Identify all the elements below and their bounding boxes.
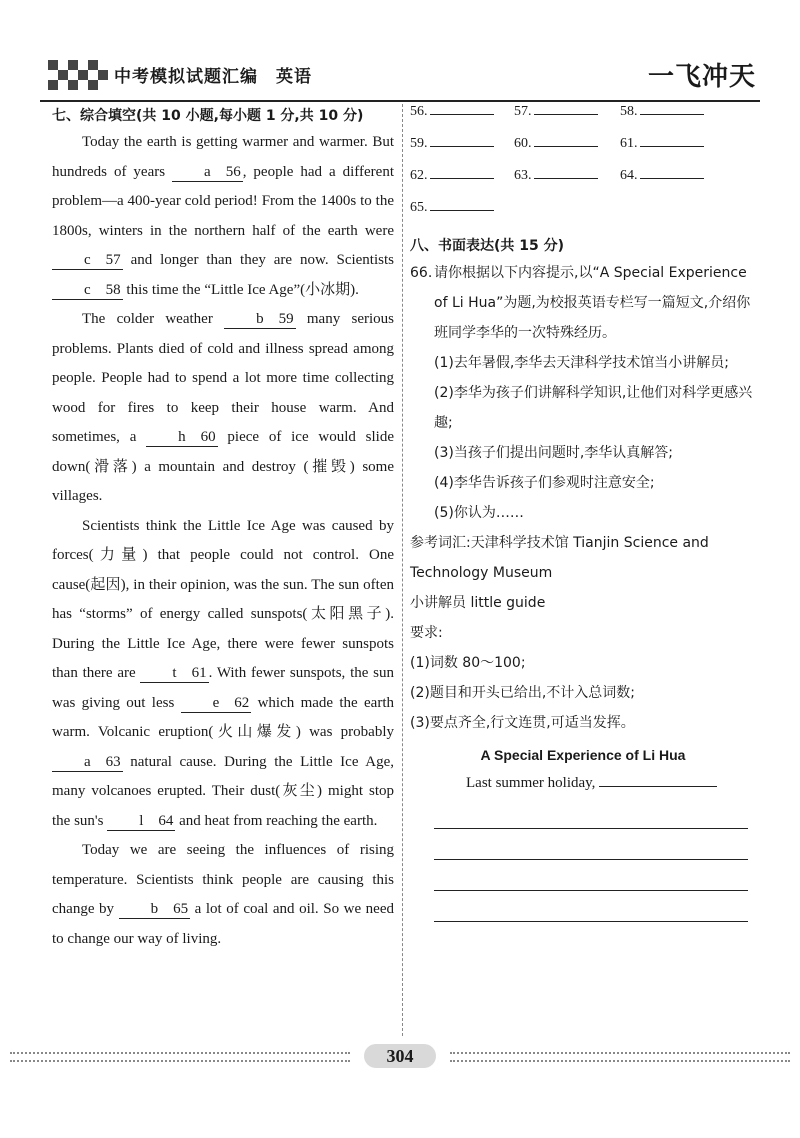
point-4: (4)李华告诉孩子们参观时注意安全;	[434, 475, 655, 491]
requirement-3: (3)要点齐全,行文连贯,可适当发挥。	[410, 715, 635, 731]
text: The colder weather	[82, 311, 225, 327]
text: Today the earth is getting warmer and warmer. But hundreds of years	[52, 134, 394, 180]
text: many serious problems. Plants died of cold and illness spread among people. People had to spend a lot more time collecting wood for fires to keep their house warm. And sometimes, a	[52, 311, 394, 445]
answer-number: 65.	[410, 200, 428, 215]
text: piece of ice would slide down(滑落) a mountain and destroy (摧毁) some villages.	[52, 429, 395, 504]
blank-63: a 63	[52, 753, 123, 772]
answer-slot-56[interactable]	[410, 104, 494, 120]
book-title: 中考模拟试题汇编 英语	[114, 67, 312, 87]
point-1: (1)去年暑假,李华去天津科学技术馆当小讲解员;	[434, 355, 729, 371]
text: a lot of coal and oil. So we need to change our way of living.	[52, 901, 394, 947]
text: natural cause. During the Little Ice Age, many volcanoes erupted. Their dust(灰尘) might stop the sun's	[52, 753, 394, 829]
text: Scientists think the Little Ice Age was caused by forces(力量) that people could not control. One cause(起因), in their opinion, was the sun. The sun often has “storms” of energy called sunspots(太阳黑子). During the Little Ice Age, there were fewer sunspots than there are	[52, 517, 394, 681]
passage-paragraph-1	[52, 128, 394, 305]
writing-line-1[interactable]	[434, 798, 748, 829]
requirements-title: 要求:	[410, 625, 443, 641]
answer-line	[430, 113, 494, 115]
essay-start-text: Last summer holiday,	[466, 775, 596, 791]
answer-number: 59.	[410, 136, 428, 151]
vocab-hint: 参考词汇:天津科学技术馆 Tianjin Science and Technology Museum	[410, 535, 709, 581]
answer-slot-57[interactable]	[514, 104, 598, 120]
answer-number: 58.	[620, 104, 638, 119]
passage-paragraph-3	[52, 512, 394, 837]
answer-number: 56.	[410, 104, 428, 119]
blank-62: e 62	[181, 694, 252, 713]
answer-slot-64[interactable]	[620, 168, 704, 184]
answer-line	[430, 177, 494, 179]
passage-paragraph-2	[52, 305, 394, 512]
blank-60: h 60	[146, 428, 218, 447]
blank-61: t 61	[140, 664, 208, 683]
page-number: 304	[364, 1044, 436, 1068]
text: and longer than they are now. Scientists	[122, 252, 394, 268]
answer-number: 57.	[514, 104, 532, 119]
answer-number: 63.	[514, 168, 532, 183]
question-66	[410, 258, 756, 348]
answer-number: 61.	[620, 136, 638, 151]
answer-slot-58[interactable]	[620, 104, 704, 120]
blank-56: a 56	[172, 163, 243, 182]
answer-line	[534, 113, 598, 115]
vocab-hint-2: 小讲解员 little guide	[410, 595, 546, 611]
requirement-2: (2)题目和开头已给出,不计入总词数;	[410, 685, 635, 701]
text: Today we are seeing the influences of rising temperature. Scientists think people are causing this change by	[52, 842, 394, 917]
column-divider	[402, 104, 404, 1036]
point-2: (2)李华为孩子们讲解科学知识,让他们对科学更感兴趣;	[434, 385, 753, 431]
answer-slot-60[interactable]	[514, 136, 598, 152]
page-footer	[0, 1044, 800, 1068]
brand-logo: 一飞冲天	[647, 62, 756, 92]
text: this time the “Little Ice Age”(小冰期).	[122, 281, 359, 298]
blank-59: b 59	[224, 310, 296, 329]
blank-57: c 57	[52, 251, 123, 270]
writing-line-4[interactable]	[434, 891, 748, 922]
header-rule	[40, 100, 760, 102]
section-7-title: 七、综合填空(共 10 小题,每小题 1 分,共 10 分)	[52, 108, 364, 124]
answer-line	[430, 209, 494, 211]
answer-slot-61[interactable]	[620, 136, 704, 152]
blank-64: l 64	[107, 812, 175, 831]
answer-line	[430, 145, 494, 147]
answer-line	[640, 145, 704, 147]
right-column	[410, 104, 756, 922]
writing-line-2[interactable]	[434, 829, 748, 860]
text: and heat from reaching the earth.	[175, 812, 378, 829]
answer-number: 60.	[514, 136, 532, 151]
answer-number: 64.	[620, 168, 638, 183]
essay-start-line[interactable]	[599, 785, 717, 787]
left-column	[52, 104, 394, 954]
essay-start	[410, 768, 756, 798]
section-8-title: 八、书面表达(共 15 分)	[410, 238, 565, 254]
question-text: 请你根据以下内容提示,以“A Special Experience of Li Hua”为题,为校报英语专栏写一篇短文,介绍你班同学李华的一次特殊经历。	[434, 265, 751, 341]
checker-logo-icon	[48, 60, 108, 94]
answer-grid	[410, 104, 756, 228]
passage-paragraph-4	[52, 836, 394, 954]
answer-slot-65[interactable]	[410, 200, 494, 216]
answer-number: 62.	[410, 168, 428, 183]
answer-line	[640, 113, 704, 115]
answer-slot-59[interactable]	[410, 136, 494, 152]
footer-ornament-right	[450, 1052, 790, 1062]
answer-line	[534, 177, 598, 179]
footer-ornament-left	[10, 1052, 350, 1062]
question-number: 66.	[410, 265, 433, 281]
section-8	[410, 234, 756, 922]
answer-slot-62[interactable]	[410, 168, 494, 184]
point-5: (5)你认为……	[434, 505, 524, 521]
writing-line-3[interactable]	[434, 860, 748, 891]
blank-58: c 58	[52, 281, 123, 300]
page-header	[40, 56, 760, 96]
text: . With fewer sunspots, the sun was giving out less	[52, 665, 394, 711]
text: which made the earth warm. Volcanic eruption(火山爆发) was probably	[52, 694, 394, 740]
point-3: (3)当孩子们提出问题时,李华认真解答;	[434, 445, 673, 461]
answer-line	[640, 177, 704, 179]
answer-line	[534, 145, 598, 147]
requirement-1: (1)词数 80～100;	[410, 655, 526, 671]
essay-title: A Special Experience of Li Hua	[480, 747, 686, 763]
answer-slot-63[interactable]	[514, 168, 598, 184]
blank-65: b 65	[119, 900, 191, 919]
text: , people had a different problem—a 400-year cold period! From the 1400s to the 1800s, winters in the northern half of the earth were	[52, 163, 394, 239]
